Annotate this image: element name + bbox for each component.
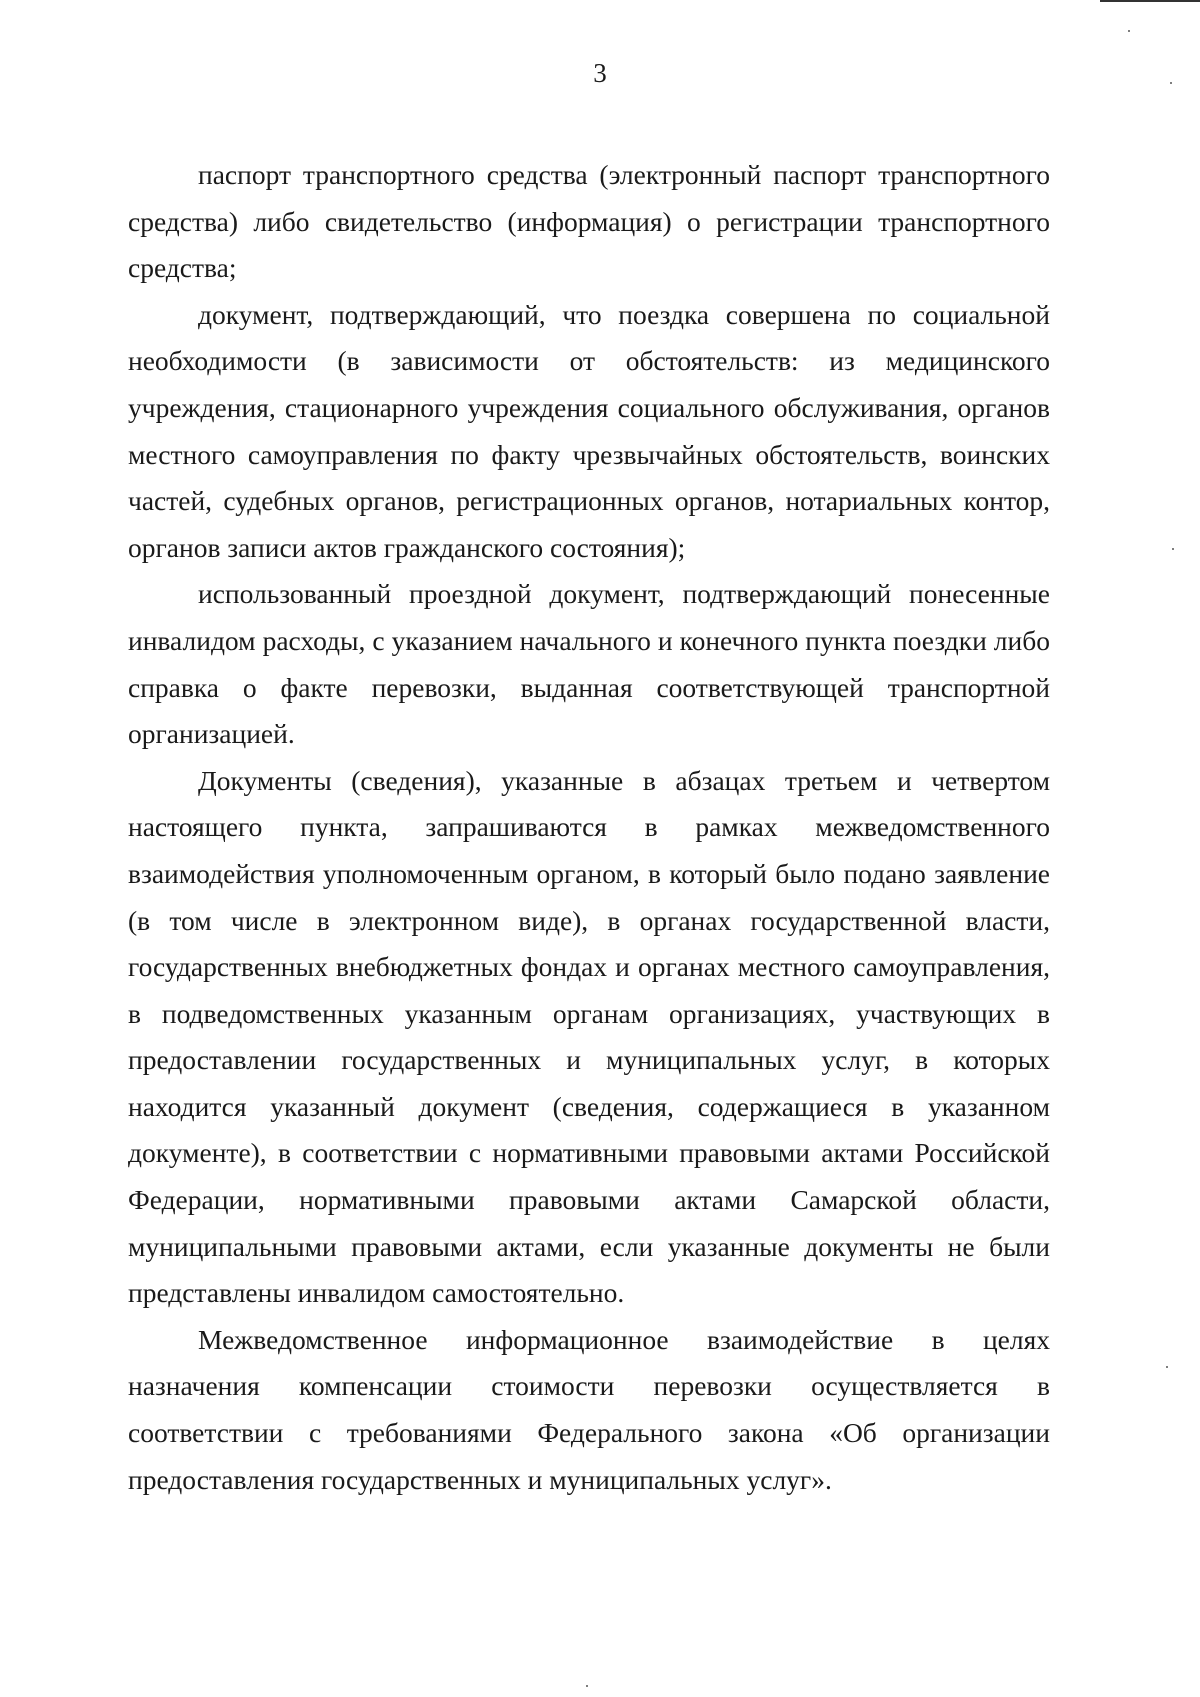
scan-speck (1166, 1366, 1168, 1368)
paragraph-interagency-interaction: Межведомственное информационное взаимодействие в целях назначения компенсации стоимости перевозки осуществляется в соответствии с требованиями Федерального закона «Об организации предоставления государственных и муниципальных услуг». (128, 1323, 1050, 1495)
paragraph-interagency-request: Документы (сведения), указанные в абзацах третьем и четвертом настоящего пункта, запрашиваются в рамках межведомственного взаимодействия уполномоченным органом, в который было подано заявление (в том числе в электронном виде), в органах государственной власти, государственных внебюджетных фондах и органах местного самоуправления, в подведомственных указанным органам организациях, участвующих в предоставлении государственных и муниципальных услуг, в которых находится указанный документ (сведения, содержащиеся в указанном документе), в соответствии с нормативными правовыми актами Российской Федерации, нормативными правовыми актами Самарской области, муниципальными правовыми актами, если указанные документы не были представлены инвалидом самостоятельно. (128, 764, 1050, 1309)
scan-speck (1170, 82, 1172, 84)
document-body (128, 152, 1050, 1503)
paragraph-vehicle-passport: паспорт транспортного средства (электронный паспорт транспортного средства) либо свидетельство (информация) о регистрации транспортного средства; (128, 159, 1050, 284)
paragraph-social-necessity: документ, подтверждающий, что поездка совершена по социальной необходимости (в зависимости от обстоятельств: из медицинского учреждения, стационарного учреждения социального обслуживания, органов местного самоуправления по факту чрезвычайных обстоятельств, воинских частей, судебных органов, регистрационных органов, нотариальных контор, органов записи актов гражданского состояния); (128, 298, 1050, 563)
page-number: 3 (593, 58, 607, 88)
paragraph-travel-document: использованный проездной документ, подтверждающий понесенные инвалидом расходы, с указанием начального и конечного пункта поездки либо справка о факте перевозки, выданная соответствующей транспортной организацией. (128, 578, 1050, 750)
scan-speck (1172, 548, 1174, 550)
scan-edge-line (1100, 0, 1200, 2)
scan-speck (1128, 30, 1130, 32)
scan-speck (586, 1685, 588, 1687)
